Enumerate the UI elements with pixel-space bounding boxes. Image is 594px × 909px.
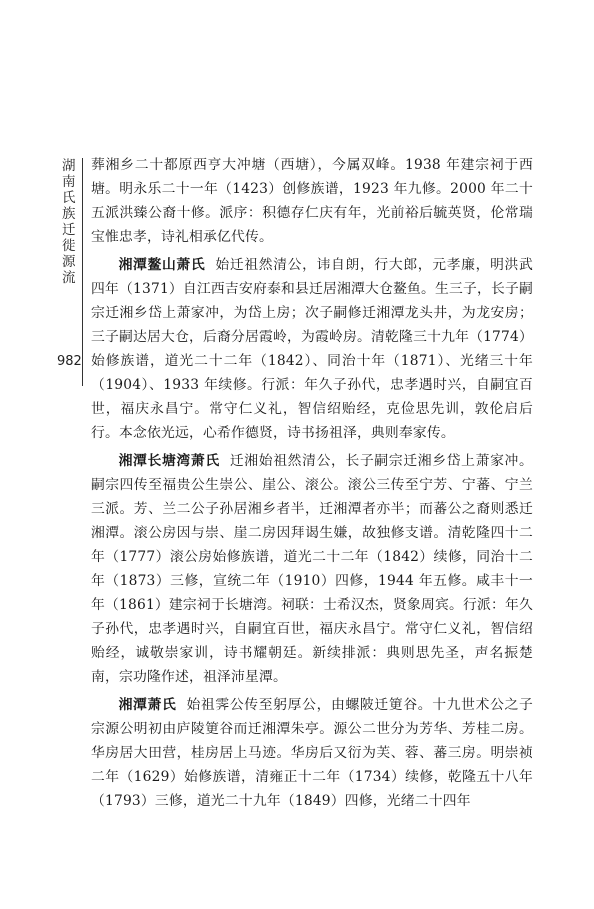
entry-text: 迁湘始祖然清公，长子嗣宗迁湘乡岱上萧家冲。嗣宗四传至福贵公生崇公、崖公、滚公。滚公三传至宁芳、宁蕃、宁兰三派。芳、兰二公子孙居湘乡者半，迁湘潭者亦半；而蕃公之裔则悉迁湘潭。滚公房因与崇、崖二房因拜谒生嫌，故独修支谱。清乾隆四十二年（1777）滚公房始修族谱，道光二十二年（1842）续修，同治十二年（1873）三修，宣统二年（1910）四修，1944 年五修。咸丰十一年（1861）建宗祠于长塘湾。祠联：士希汉杰，贤象周宾。行派：年久子孙代，忠孝遇时兴，自嗣宜百世，福庆永昌宁。常守仁义礼，智信绍贻经，诚敬崇家训，诗书耀朝廷。新续排派：典则思先圣，声名振楚南，宗功隆作述，祖泽沛星潭。 (91, 453, 533, 685)
entry-text: 始祖霁公传至躬厚公，由螺陂迁筻谷。十九世术公之子宗源公明初由庐陵筻谷而迁湘潭朱亭。源公二世分为芳华、芳桂二房。华房居大田营，桂房居上马迹。华房后又衍为芙、蓉、蕃三房。明崇祯二年（1629）始修族谱，清雍正十二年（1734）续修，乾隆五十八年（1793）三修，道光二十九年（1849）四修，光绪二十四年 (91, 697, 533, 809)
entry-heading: 湘潭长塘湾萧氏 (118, 453, 220, 469)
entry-text: 始迁祖然清公，讳自朗，行大郎，元孝廉，明洪武四年（1371）自江西吉安府泰和县迁居湘潭大仓鳌鱼。生三子，长子嗣宗迁湘乡岱上萧家冲，为岱上房；次子嗣修迁湘潭龙头井，为龙安房；三子嗣达居大仓，后裔分居霞岭，为霞岭房。清乾隆三十九年（1774）始修族谱，道光二十二年（1842）、同治十年（1871）、光绪三十年（1904）、1933 年续修。行派：年久子孙代，忠孝遇时兴，自嗣宜百世，福庆永昌宁。常守仁义礼，智信绍贻经，克俭思先训，敦伦启后行。本念依光远，心希作德贤，诗书扬祖泽，典则奉家传。 (91, 257, 533, 441)
page-number: 982 (57, 354, 82, 369)
running-title: 湖南氏族迁徙源流 (62, 158, 76, 286)
entry-aoshan-xiao (91, 253, 533, 445)
paragraph-continued (91, 153, 533, 249)
paragraph-text: 葬湘乡二十都原西亨大冲塘（西塘），今属双峰。1938 年建宗祠于西塘。明永乐二十一年（1423）创修族谱，1923 年九修。2000 年二十五派洪臻公裔十修。派序：积德存仁庆有年，光前裕后毓英贤，伦常瑞宝惟忠孝，诗礼相承亿代传。 (91, 157, 533, 245)
entry-heading: 湘潭萧氏 (118, 697, 177, 713)
page-body (91, 153, 533, 817)
entry-heading: 湘潭鳌山萧氏 (118, 257, 206, 273)
margin-rule (82, 158, 83, 386)
entry-changtangwan-xiao (91, 449, 533, 689)
entry-xiangtan-xiao (91, 693, 533, 813)
